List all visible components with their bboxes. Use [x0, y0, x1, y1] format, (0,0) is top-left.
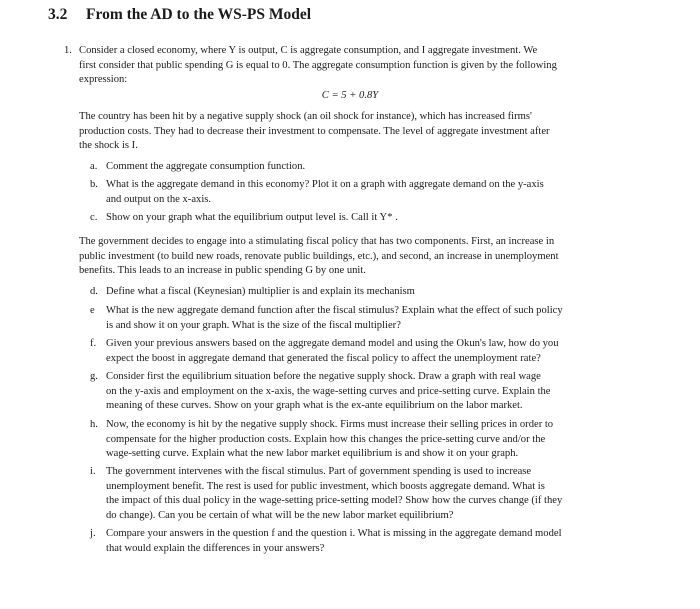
- text-line: do change). Can you be certain of what will be the new labor market equilibrium?: [106, 509, 454, 521]
- text-line: first consider that public spending G is equal to 0. The aggregate consumption function is given by the following: [79, 59, 557, 71]
- part-label: h.: [90, 419, 98, 430]
- section-heading: [48, 6, 311, 24]
- text-line: compensate for the higher production costs. Explain how this changes the price-setting curve and/or the: [106, 433, 546, 445]
- text-line: wage-setting curve. Explain what the new labor market equilibrium is and show it on your graph.: [106, 448, 519, 460]
- text-line: The government intervenes with the fiscal stimulus. Part of government spending is used to increase: [106, 466, 532, 477]
- text-line: production costs. They had to decrease their investment to compensate. The level of aggregate investment after: [79, 125, 550, 137]
- consumption-equation: C = 5 + 0.8Y: [321, 90, 379, 101]
- text-line: What is the new aggregate demand function after the fiscal stimulus? Explain what the effect of such policy: [106, 305, 563, 316]
- part-label: j.: [90, 528, 96, 539]
- part-label: b.: [90, 179, 98, 190]
- part-label: e: [90, 305, 95, 316]
- shock-paragraph: [79, 110, 654, 154]
- text-line: Now, the economy is hit by the negative supply shock. Firms must increase their selling prices in order to: [106, 419, 554, 430]
- text-line: and output on the x-axis.: [106, 193, 212, 205]
- text-line: Compare your answers in the question f and the question i. What is missing in the aggregate demand model: [106, 528, 562, 539]
- text-line: The government decides to engage into a stimulating fiscal policy that has two components. First, an increase in: [79, 236, 555, 247]
- text-line: is and show it on your graph. What is the size of the fiscal multiplier?: [106, 319, 401, 331]
- text-line: the impact of this dual policy in the wage-setting price-setting model? Show how the curves change (if they: [106, 495, 563, 507]
- text-line: benefits. This leads to an increase in public spending G by one unit.: [79, 265, 366, 277]
- section-number: 3.2: [48, 6, 68, 23]
- policy-paragraph: [79, 235, 654, 279]
- text-line: Consider first the equilibrium situation before the negative supply shock. Draw a graph with real wage: [106, 371, 541, 382]
- question-intro: [79, 44, 654, 88]
- text-line: the shock is I.: [79, 140, 138, 152]
- text-line: Define what a fiscal (Keynesian) multiplier is and explain its mechanism: [106, 286, 415, 297]
- section-title: From the AD to the WS-PS Model: [86, 6, 312, 23]
- text-line: meaning of these curves. Show on your graph what is the ex-ante equilibrium on the labor market.: [106, 400, 523, 412]
- text-line: expect the boost in aggregate demand that generated the fiscal policy to affect the unemployment rate?: [106, 352, 541, 364]
- part-label: i.: [90, 466, 96, 477]
- part-label: g.: [90, 371, 98, 382]
- part-label: c.: [90, 212, 98, 223]
- text-line: that would explain the differences in your answers?: [106, 542, 325, 554]
- text-line: The country has been hit by a negative supply shock (an oil shock for instance), which has increased firms': [79, 111, 532, 122]
- text-line: Show on your graph what the equilibrium output level is. Call it Y* .: [106, 212, 398, 223]
- part-label: a.: [90, 161, 98, 172]
- text-line: on the y-axis and employment on the x-axis, the wage-setting curves and price-setting curve. Explain the: [106, 385, 551, 397]
- text-line: expression:: [79, 74, 128, 86]
- question-number: 1.: [64, 45, 72, 56]
- text-line: public investment (to build new roads, renovate public buildings, etc.), and second, an increase in unemployment: [79, 250, 559, 262]
- text-line: What is the aggregate demand in this economy? Plot it on a graph with aggregate demand on the y-axis: [106, 179, 544, 190]
- text-line: Given your previous answers based on the aggregate demand model and using the Okun's law, how do you: [106, 338, 559, 349]
- text-line: Consider a closed economy, where Y is output, C is aggregate consumption, and I aggregate investment. We: [79, 45, 538, 56]
- part-label: f.: [90, 338, 97, 349]
- text-line: unemployment benefit. The rest is used for public investment, which boosts aggregate demand. What is: [106, 480, 545, 492]
- text-line: Comment the aggregate consumption function.: [106, 161, 306, 172]
- part-label: d.: [90, 286, 98, 297]
